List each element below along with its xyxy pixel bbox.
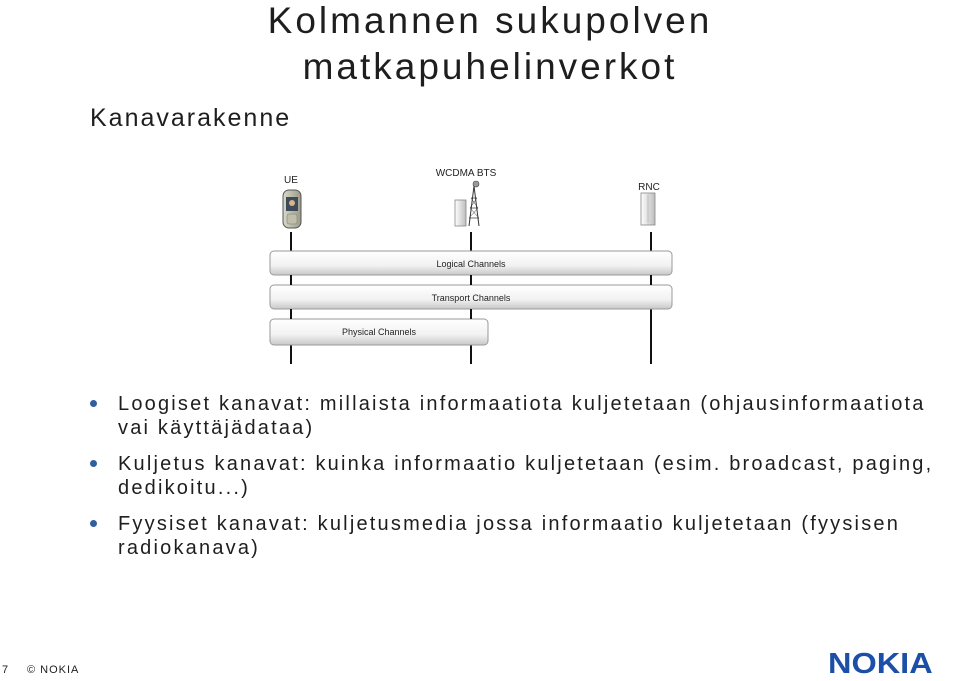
rnc-cabinet-icon — [641, 193, 655, 225]
base-station-icon — [455, 181, 479, 226]
bullet-dot-icon — [90, 400, 97, 407]
bullet-text: Loogiset kanavat: millaista informaatiota kuljetetaan (ohjausinformaatiota vai käyttäjädataa) — [118, 393, 926, 439]
bullet-text: Kuljetus kanavat: kuinka informaatio kuljetetaan (esim. broadcast, paging, dedikoitu...) — [118, 453, 934, 499]
copyright-notice: © NOKIA — [27, 664, 80, 676]
bullet-list — [90, 392, 950, 572]
ue-label: UE — [284, 175, 298, 186]
page-number: 7 — [2, 664, 9, 676]
bullet-text: Fyysiset kanavat: kuljetusmedia jossa informaatio kuljetetaan (fyysisen radiokanava) — [118, 513, 901, 559]
bullet-dot-icon — [90, 460, 97, 467]
logical-channels-label: Logical Channels — [436, 259, 506, 269]
physical-channels-box — [270, 319, 488, 345]
page-title-line-1: Kolmannen sukupolven — [267, 0, 713, 41]
page-title-line-2: matkapuhelinverkot — [302, 46, 678, 87]
section-label: Kanavarakenne — [90, 104, 292, 132]
rnc-label: RNC — [638, 182, 660, 193]
bts-label: WCDMA BTS — [435, 168, 497, 179]
bullet-dot-icon — [90, 520, 97, 527]
bullet-item — [90, 392, 950, 440]
bullet-item — [90, 512, 950, 560]
logical-channels-box — [270, 251, 672, 275]
nokia-logo: NOKIA — [828, 648, 933, 680]
transport-channels-box — [270, 285, 672, 309]
transport-channels-label: Transport Channels — [431, 293, 511, 303]
bullet-item — [90, 452, 950, 500]
mobile-phone-icon — [283, 190, 301, 228]
physical-channels-label: Physical Channels — [341, 327, 417, 337]
